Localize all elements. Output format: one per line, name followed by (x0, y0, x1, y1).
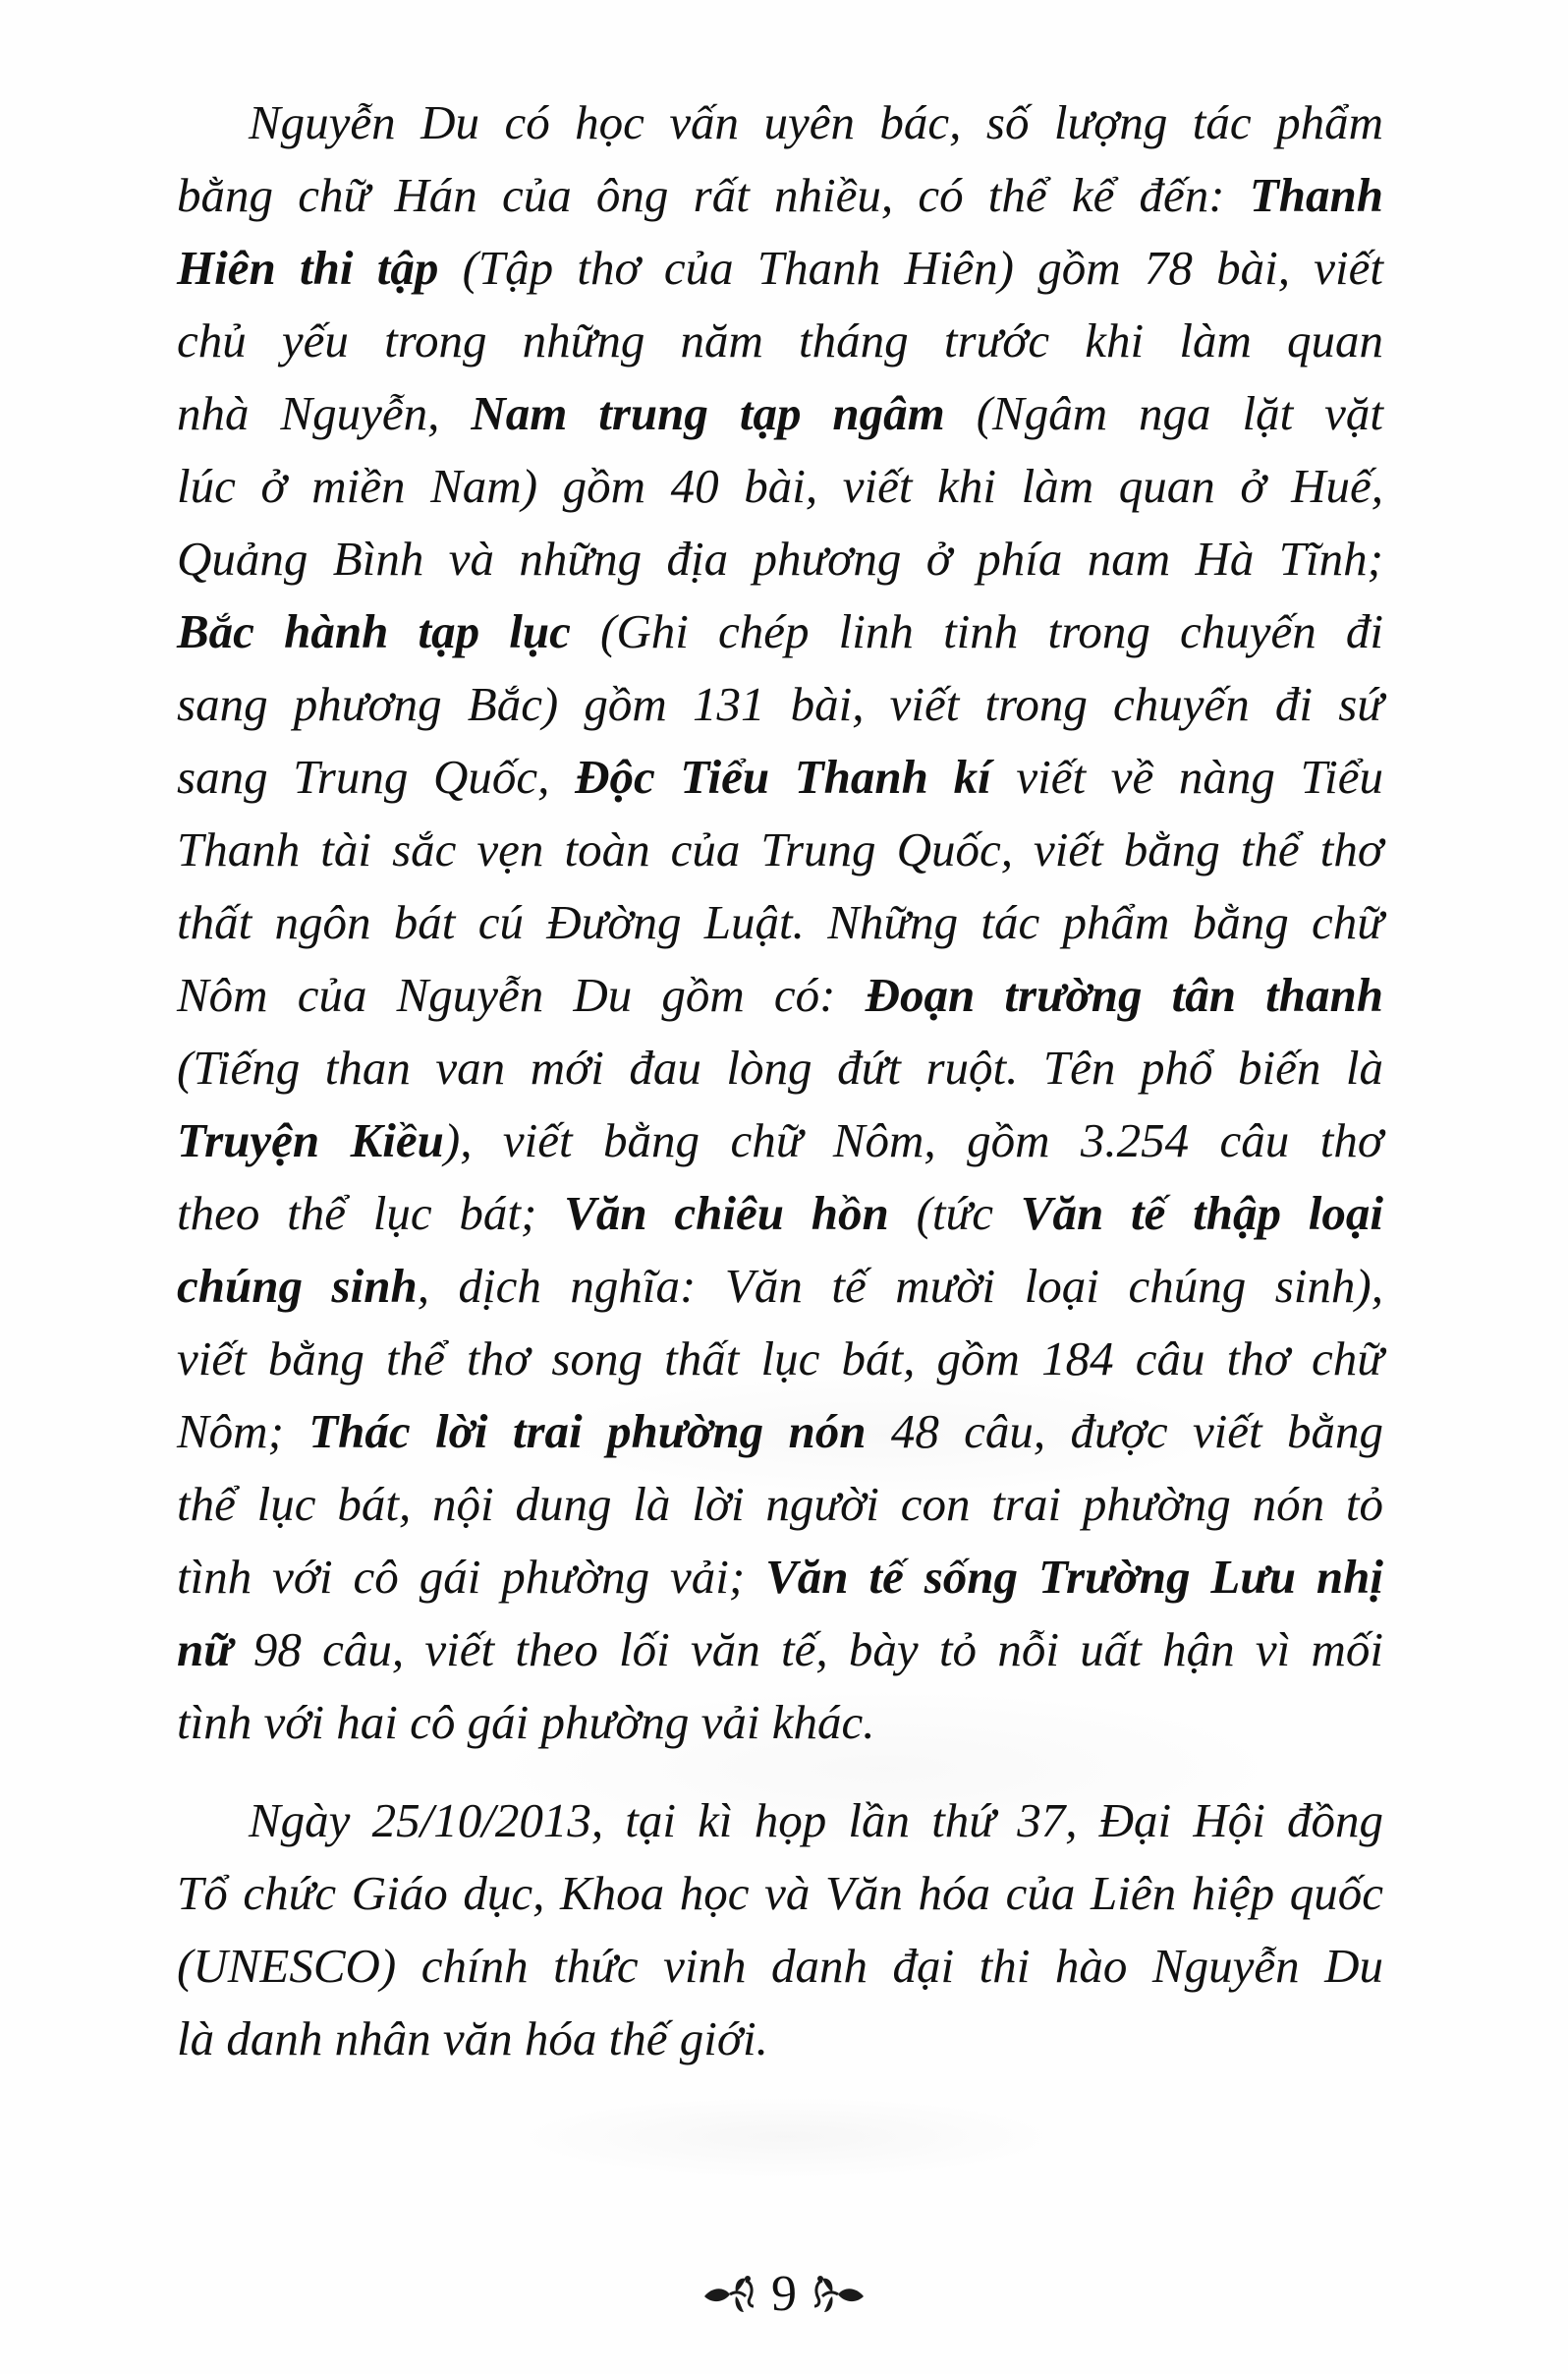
bold-work-title: Văn chiêu hồn (564, 1186, 889, 1240)
text-segment: 98 câu, viết theo lối văn tế, bày tỏ nỗi uất hận vì mối (232, 1622, 1383, 1676)
bold-work-title: Văn tế sống Trường Lưu nhị (765, 1550, 1383, 1604)
text-line (177, 1857, 1383, 1930)
text-line (177, 1104, 1383, 1177)
text-segment: nhà Nguyễn, (177, 386, 472, 440)
text-segment: , dịch nghĩa: Văn tế mười loại chúng sinh), (417, 1259, 1383, 1313)
bold-work-title: Bắc hành tạp lục (177, 604, 571, 658)
text-segment: ), viết bằng chữ Nôm, gồm 3.254 câu thơ (443, 1113, 1383, 1167)
text-line (177, 1468, 1383, 1541)
text-line (177, 1032, 1383, 1104)
text-segment: thể lục bát, nội dung là lời người con trai phường nón tỏ (177, 1477, 1383, 1531)
text-segment: 48 câu, được viết bằng (866, 1404, 1383, 1458)
text-segment: Nguyễn Du có học vấn uyên bác, số lượng tác phẩm (249, 95, 1383, 149)
text-segment: bằng chữ Hán của ông rất nhiều, có thể kể đến: (177, 168, 1250, 222)
text-segment: tình với cô gái phường vải; (177, 1550, 766, 1604)
text-segment: thất ngôn bát cú Đường Luật. Những tác phẩm bằng chữ (177, 895, 1383, 949)
text-segment: (UNESCO) chính thức vinh danh đại thi hào Nguyễn Du (177, 1939, 1383, 1993)
text-segment: (Ghi chép linh tinh trong chuyến đi (570, 604, 1383, 658)
text-line (177, 1613, 1383, 1686)
text-line (249, 1784, 1383, 1857)
text-line (177, 377, 1383, 450)
text-segment: (tức (888, 1186, 1021, 1240)
bold-work-title: Truyện Kiều (177, 1113, 444, 1167)
text-line (177, 1250, 1383, 1323)
text-segment: sang phương Bắc) gồm 131 bài, viết trong chuyến đi sứ (177, 677, 1383, 731)
text-line (177, 814, 1383, 886)
text-segment: theo thể lục bát; (177, 1186, 565, 1240)
floral-ornament-right-icon (811, 2273, 866, 2316)
bold-work-title: Nam trung tạp ngâm (471, 386, 945, 440)
text-segment: Thanh tài sắc vẹn toàn của Trung Quốc, viết bằng thể thơ (177, 822, 1383, 876)
text-segment: tình với hai cô gái phường vải khác. (177, 1695, 875, 1749)
text-segment: (Ngâm nga lặt vặt (944, 386, 1383, 440)
text-segment: sang Trung Quốc, (177, 750, 576, 804)
text-line (177, 523, 1383, 595)
text-line (177, 959, 1383, 1032)
text-line (177, 886, 1383, 959)
text-line (177, 2003, 1383, 2075)
text-segment: viết về nàng Tiểu (990, 750, 1383, 804)
bold-work-title: Thanh (1249, 168, 1383, 222)
text-line (177, 305, 1383, 377)
bold-work-title: Hiên thi tập (177, 241, 439, 295)
text-segment: (Tiếng than van mới đau lòng đứt ruột. Tên phổ biến là (177, 1041, 1383, 1095)
bold-work-title: chúng sinh (177, 1259, 418, 1313)
text-line (249, 86, 1383, 159)
text-line (177, 1686, 1383, 1759)
bold-work-title: Đoạn trường tân thanh (865, 968, 1383, 1022)
text-line (177, 1541, 1383, 1613)
text-line (177, 1395, 1383, 1468)
text-segment: lúc ở miền Nam) gồm 40 bài, viết khi làm quan ở Huế, (177, 459, 1383, 513)
floral-ornament-left-icon (702, 2273, 757, 2316)
text-segment: (Tập thơ của Thanh Hiên) gồm 78 bài, viết (438, 241, 1383, 295)
bold-work-title: Độc Tiểu Thanh kí (575, 750, 991, 804)
text-line (177, 450, 1383, 523)
text-segment: chủ yếu trong những năm tháng trước khi làm quan (177, 313, 1383, 367)
text-segment: Ngày 25/10/2013, tại kì họp lần thứ 37, Đại Hội đồng (249, 1793, 1383, 1847)
text-line (177, 1323, 1383, 1395)
text-line (177, 668, 1383, 741)
bold-work-title: nữ (177, 1622, 233, 1676)
bold-work-title: Thác lời trai phường nón (308, 1404, 867, 1458)
text-segment: viết bằng thể thơ song thất lục bát, gồm 184 câu thơ chữ (177, 1331, 1383, 1385)
bold-work-title: Văn tế thập loại (1020, 1186, 1384, 1240)
text-line (177, 159, 1383, 232)
text-segment: Quảng Bình và những địa phương ở phía nam Hà Tĩnh; (177, 532, 1383, 586)
text-segment: Nôm của Nguyễn Du gồm có: (177, 968, 866, 1022)
text-line (177, 1177, 1383, 1250)
text-segment: Tổ chức Giáo dục, Khoa học và Văn hóa của Liên hiệp quốc (177, 1866, 1383, 1920)
page-number: 9 (771, 2266, 797, 2322)
text-line (177, 741, 1383, 814)
text-line (177, 232, 1383, 305)
text-line (177, 595, 1383, 668)
text-segment: Nôm; (177, 1404, 309, 1458)
text-segment: là danh nhân văn hóa thế giới. (177, 2011, 768, 2065)
page-footer (0, 2260, 1568, 2329)
text-line (177, 1930, 1383, 2003)
